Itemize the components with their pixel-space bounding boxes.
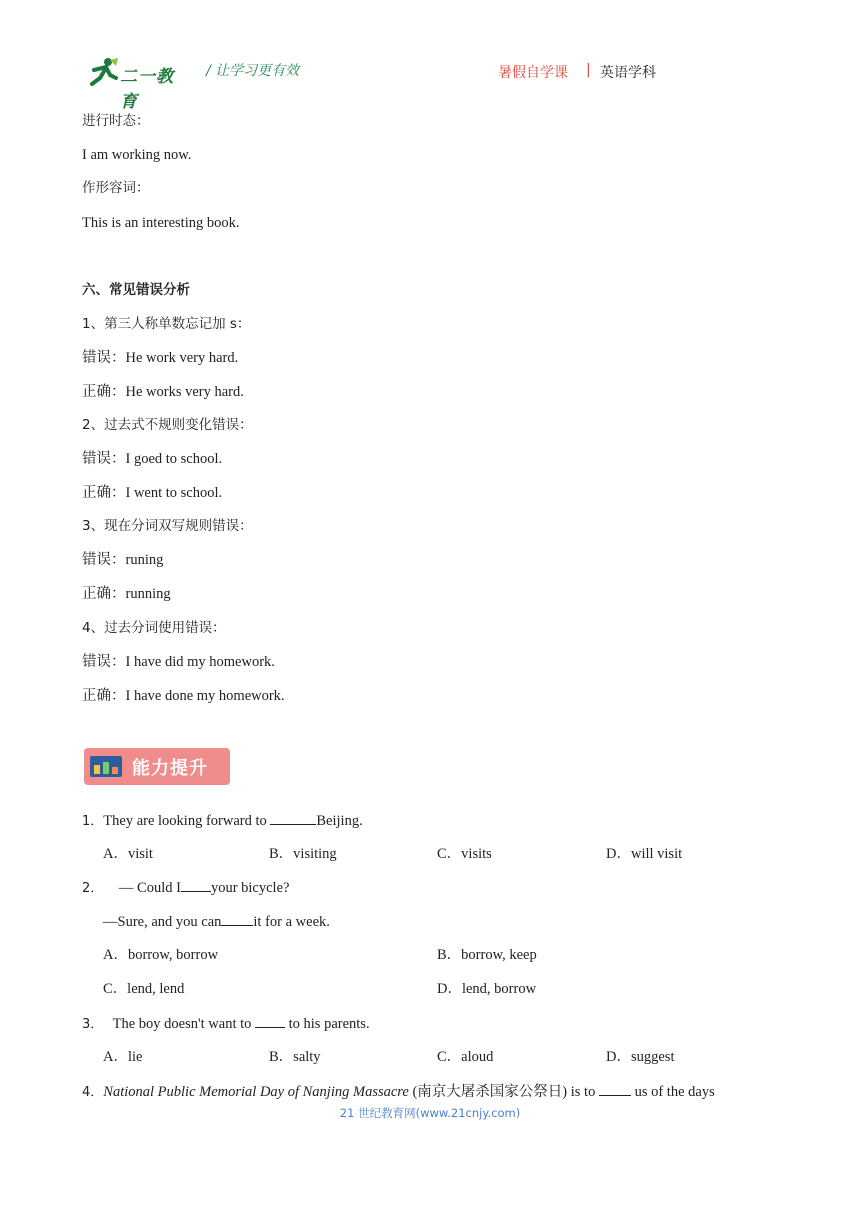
header-subject: 英语学科 xyxy=(600,65,656,81)
header-course: 暑假自学课 xyxy=(498,65,568,81)
chart-icon xyxy=(90,756,122,777)
error-item-title: 2、过去式不规则变化错误： xyxy=(82,417,253,433)
error-item-wrong: 错误：I goed to school. xyxy=(82,451,223,467)
error-item-title: 3、现在分词双写规则错误： xyxy=(82,518,253,534)
error-item-wrong: 错误：I have did my homework. xyxy=(82,654,275,670)
intro-line: 进行时态： xyxy=(82,113,150,129)
badge-label: 能力提升 xyxy=(132,758,208,779)
header-separator: | xyxy=(586,62,591,78)
option-b[interactable]: B．visiting xyxy=(269,846,337,862)
option-c[interactable]: C．visits xyxy=(437,846,492,862)
ability-badge xyxy=(84,748,230,785)
question-stem: They are looking forward to xyxy=(103,813,271,829)
footer-source: 21 世纪教育网(www.21cnjy.com) xyxy=(339,1106,521,1120)
option-c[interactable]: C．aloud xyxy=(437,1049,494,1065)
question-stem: The boy doesn't want to xyxy=(109,1016,255,1032)
brand-logo xyxy=(86,56,190,111)
option-c[interactable]: C．lend, lend xyxy=(103,981,185,997)
answer-blank xyxy=(599,1081,631,1096)
logo-text: 二一教育 xyxy=(120,67,174,111)
question-stem-italic: National Public Memorial Day of Nanjing Massacre xyxy=(103,1084,409,1100)
question-2-line-2 xyxy=(103,911,330,932)
option-d[interactable]: D．lend, borrow xyxy=(437,981,537,997)
question-stem-end: us of the days xyxy=(630,1084,715,1100)
question-stem: — Could I xyxy=(115,880,181,896)
error-item-title: 4、过去分词使用错误： xyxy=(82,620,226,636)
question-stem-end: Beijing. xyxy=(316,813,363,829)
question-stem-end: your bicycle? xyxy=(210,880,290,896)
answer-blank xyxy=(221,911,253,926)
error-item-title: 1、第三人称单数忘记加 s： xyxy=(82,316,251,332)
error-item-wrong: 错误：He work very hard. xyxy=(82,350,239,366)
header-slogan: / 让学习更有效 xyxy=(206,63,300,79)
answer-blank xyxy=(255,1013,285,1028)
intro-line: 作形容词： xyxy=(82,180,150,196)
question-3 xyxy=(82,1013,370,1035)
question-1 xyxy=(82,810,363,832)
option-a[interactable]: A．borrow, borrow xyxy=(103,947,219,963)
runner-logo-icon xyxy=(86,56,120,88)
intro-line: I am working now. xyxy=(82,147,192,163)
error-item-right: 正确：He works very hard. xyxy=(82,384,244,400)
question-number: 2． xyxy=(82,881,104,896)
question-stem-end: it for a week. xyxy=(253,914,330,930)
question-stem-end: to his parents. xyxy=(285,1016,370,1032)
question-number: 1． xyxy=(82,814,104,829)
option-b[interactable]: B．borrow, keep xyxy=(437,947,537,963)
error-item-right: 正确：running xyxy=(82,586,171,602)
intro-line: This is an interesting book. xyxy=(82,215,240,231)
error-item-right: 正确：I have done my homework. xyxy=(82,688,285,704)
option-a[interactable]: A．visit xyxy=(103,846,153,862)
option-d[interactable]: D．will visit xyxy=(606,846,683,862)
option-d[interactable]: D．suggest xyxy=(606,1049,675,1065)
error-item-wrong: 错误：runing xyxy=(82,552,164,568)
question-4 xyxy=(82,1081,715,1103)
option-b[interactable]: B．salty xyxy=(269,1049,321,1065)
question-stem-cn: (南京大屠杀国家公祭日) is to xyxy=(408,1084,599,1100)
error-item-right: 正确：I went to school. xyxy=(82,485,223,501)
question-number: 3． xyxy=(82,1017,104,1032)
question-stem: —Sure, and you can xyxy=(103,914,222,930)
answer-blank xyxy=(181,877,211,892)
question-2 xyxy=(82,877,289,899)
question-number: 4． xyxy=(82,1085,104,1100)
answer-blank xyxy=(270,810,316,825)
section-title: 六、常见错误分析 xyxy=(82,282,190,298)
option-a[interactable]: A．lie xyxy=(103,1049,143,1065)
